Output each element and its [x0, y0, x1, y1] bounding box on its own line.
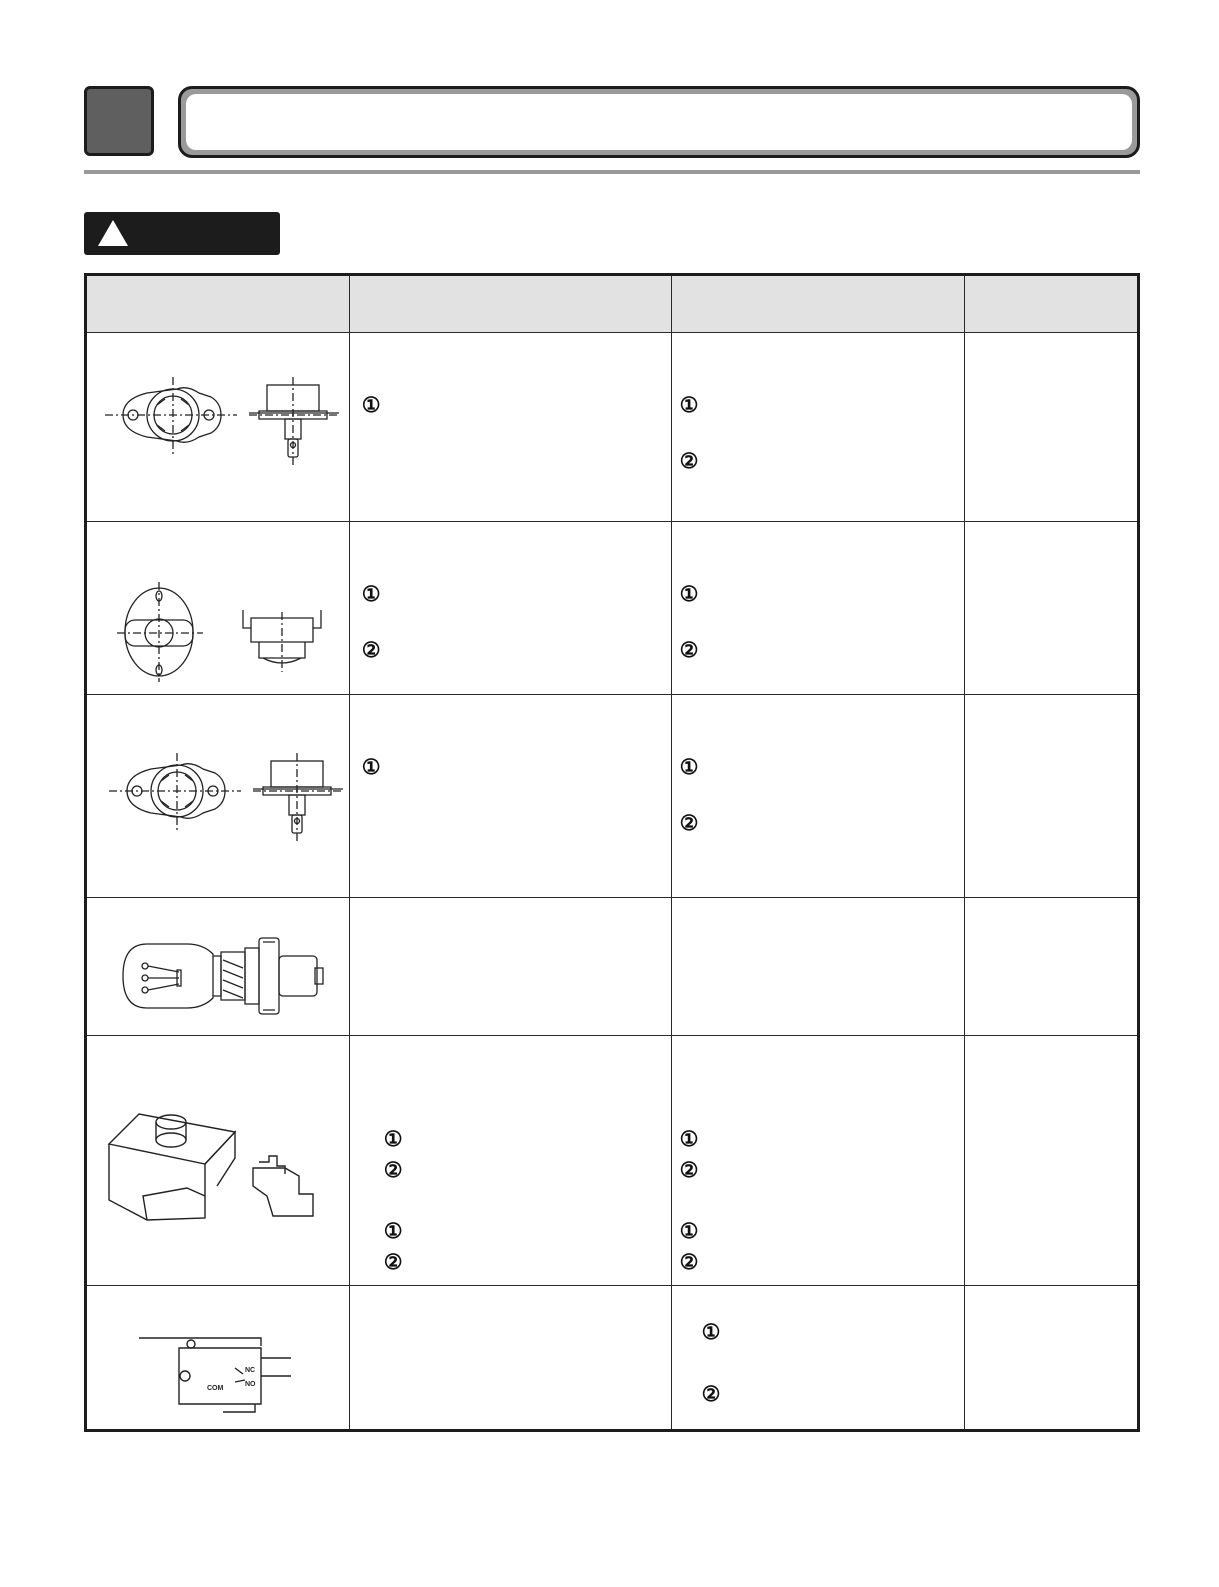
marker-1: ①	[383, 1220, 403, 1243]
marker-1: ①	[361, 583, 381, 606]
marker-2: ②	[383, 1251, 403, 1274]
remark-cell	[965, 333, 1139, 522]
col-header-remark	[965, 275, 1139, 333]
marker-1: ①	[701, 1321, 721, 1344]
header-divider	[84, 170, 1140, 174]
check-cell	[671, 333, 965, 522]
marker-1: ①	[679, 1220, 699, 1243]
table-row	[86, 898, 1139, 1036]
check-cell	[671, 522, 965, 695]
marker-1: ①	[383, 1128, 403, 1151]
micro-switch-drawing	[87, 1286, 347, 1428]
remark-cell	[965, 1286, 1139, 1431]
part-image-cell	[86, 695, 350, 898]
marker-2: ②	[701, 1383, 721, 1406]
part-image-cell	[86, 522, 350, 695]
nc-label: NC	[245, 1367, 256, 1374]
part-image-cell	[86, 1036, 350, 1286]
marker-1: ①	[679, 583, 699, 606]
remark-cell	[965, 695, 1139, 898]
col-header-spec	[349, 275, 671, 333]
marker-1: ①	[361, 394, 381, 417]
marker-2: ②	[679, 639, 699, 662]
marker-1: ①	[679, 1128, 699, 1151]
marker-2: ②	[679, 1159, 699, 1182]
parts-check-table	[84, 273, 1140, 1432]
col-header-check	[671, 275, 965, 333]
part-image-cell	[86, 333, 350, 522]
table-header-row	[86, 275, 1139, 333]
marker-2: ②	[383, 1159, 403, 1182]
spec-cell	[349, 695, 671, 898]
thermostat-drawing	[87, 333, 347, 519]
no-label: NO	[245, 1381, 256, 1388]
marker-2: ②	[679, 1251, 699, 1274]
table-row	[86, 522, 1139, 695]
marker-2: ②	[679, 450, 699, 473]
part-image-cell	[86, 898, 350, 1036]
check-cell	[671, 898, 965, 1036]
remark-cell	[965, 522, 1139, 695]
part-image-cell	[86, 1286, 350, 1431]
check-cell	[671, 695, 965, 898]
bimetal-thermostat-drawing	[87, 522, 347, 692]
marker-1: ①	[361, 756, 381, 779]
table-row	[86, 1286, 1139, 1431]
check-cell	[671, 1036, 965, 1286]
warning-banner	[84, 212, 280, 255]
check-cell	[671, 1286, 965, 1431]
marker-1: ①	[679, 756, 699, 779]
spec-cell	[349, 522, 671, 695]
table-row	[86, 333, 1139, 522]
marker-2: ②	[361, 639, 381, 662]
marker-1: ①	[679, 394, 699, 417]
warning-triangle-icon	[96, 218, 130, 248]
section-number-box	[84, 86, 154, 156]
spec-cell	[349, 1286, 671, 1431]
section-title-bar	[178, 86, 1140, 158]
spec-cell	[349, 898, 671, 1036]
spec-cell	[349, 333, 671, 522]
table-row	[86, 695, 1139, 898]
spec-cell	[349, 1036, 671, 1286]
remark-cell	[965, 898, 1139, 1036]
marker-2: ②	[679, 812, 699, 835]
lamp-bulb-drawing	[87, 898, 347, 1033]
col-header-part	[86, 275, 350, 333]
table-row	[86, 1036, 1139, 1286]
door-switch-drawing	[87, 1036, 347, 1282]
remark-cell	[965, 1036, 1139, 1286]
com-label: COM	[207, 1385, 224, 1392]
thermostat-drawing	[87, 695, 347, 895]
